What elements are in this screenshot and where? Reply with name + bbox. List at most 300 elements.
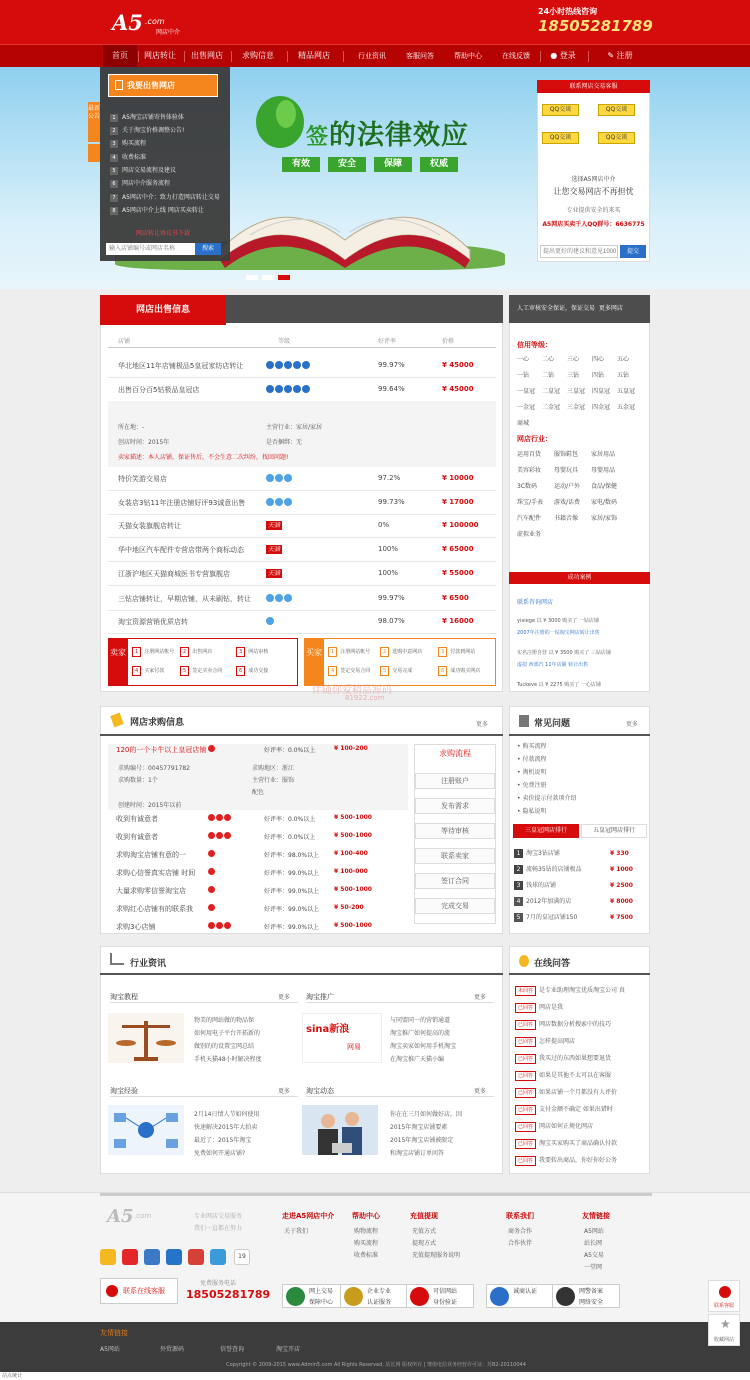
friend-links-title: 友情链接 xyxy=(100,1329,128,1337)
rank-item[interactable]: 2 流畅35钻的店铺极品 xyxy=(514,864,582,874)
buy-row-rate: 好评率：99.0%以上 xyxy=(264,888,320,895)
news-link[interactable]: 与同盟同一的营销通道 xyxy=(390,1017,451,1024)
banner-tag-4: 权威 xyxy=(420,157,458,172)
credit-level-link[interactable]: 三皇冠 xyxy=(567,388,586,395)
nav-feedback[interactable]: 在线反馈 xyxy=(502,52,530,60)
buy-detail-color: 配色 xyxy=(252,789,265,796)
announce-tab[interactable]: 最新公告 xyxy=(88,102,100,142)
industry-link[interactable]: 家电/数码 xyxy=(591,499,618,506)
sale-row-rate: 0% xyxy=(378,521,390,529)
credit-level-link[interactable]: 三心 xyxy=(567,356,580,363)
nav-buy[interactable]: 求购信息 xyxy=(242,51,274,60)
qq-panel-title: 联系网店交易客服 xyxy=(537,80,650,93)
credit-level-link[interactable]: 二钻 xyxy=(542,372,555,379)
buy-row[interactable] xyxy=(108,900,408,918)
rank-item[interactable]: 1 淘宝3钻店铺 xyxy=(514,848,560,858)
qa-title: 在线问答 xyxy=(534,959,571,969)
crown-icon xyxy=(284,385,292,393)
news-link[interactable]: 手机天猫48小时解决程度 xyxy=(194,1056,262,1063)
credit-level-link[interactable]: 二心 xyxy=(542,356,555,363)
faq-item-link[interactable]: • 卖价提示付款项介绍 xyxy=(517,795,577,802)
heart-rating xyxy=(208,886,216,895)
news-link[interactable]: 最近了：2015年淘宝 xyxy=(194,1137,252,1144)
news-divider xyxy=(110,1002,298,1003)
success-item-sub[interactable]: 2007年注册的一钻淘宝网店转让出售 xyxy=(517,630,600,636)
sale-row-name[interactable]: 出售百分百5钻极品皇冠店 xyxy=(118,386,200,394)
nav-premium[interactable]: 精品网店 xyxy=(298,51,330,60)
weibo-icon[interactable] xyxy=(122,1249,138,1265)
sale-row[interactable] xyxy=(108,517,496,535)
credit-level-link[interactable]: 四金冠 xyxy=(592,404,611,411)
tencent-icon[interactable] xyxy=(144,1249,160,1265)
footer-link[interactable]: 收费标准 xyxy=(354,1252,379,1259)
dropdown-search-input[interactable] xyxy=(106,243,195,255)
banner-title: 签的法律效应 xyxy=(306,120,470,151)
heart-icon xyxy=(208,832,215,839)
watermark-line-2: 81922.com xyxy=(345,694,385,702)
sale-row[interactable] xyxy=(108,470,496,488)
buyer-step: 3 付款到网站 xyxy=(438,647,475,657)
rank-item[interactable]: 5 7月的皇冠店铺150 xyxy=(514,912,577,922)
row-divider xyxy=(108,561,496,562)
heart-icon xyxy=(208,745,215,752)
heart-icon xyxy=(208,850,215,857)
cert-badge[interactable]: 网警备案 网络安全 xyxy=(552,1284,620,1308)
rank-item[interactable]: 4 2012年加满的店 xyxy=(514,896,571,906)
qa-item[interactable]: 未回答 是专业助理淘宝优质淘宝公司 真 xyxy=(515,985,625,996)
qq-chat-button[interactable]: QQ交谈 xyxy=(542,104,579,116)
level-badge xyxy=(266,521,282,530)
heart-rating xyxy=(208,745,216,754)
credit-level-link[interactable]: 四皇冠 xyxy=(592,388,611,395)
faq-item-link[interactable]: • 购买流程 xyxy=(517,743,547,750)
tmall-icon: 天猫 xyxy=(268,570,281,577)
news-link[interactable]: 和淘宝店铺订单问答 xyxy=(390,1150,445,1157)
industry-link[interactable]: 食品/保健 xyxy=(591,483,618,490)
nav-help[interactable]: 帮助中心 xyxy=(454,52,482,60)
buy-title: 网店求购信息 xyxy=(130,718,185,728)
buy-row-name[interactable]: 收到有诚意者 xyxy=(116,815,158,823)
heart-icon xyxy=(208,814,215,821)
copyright: Copyright © 2009-2015 www.Admin5.com All Rights Reserved. 站长网 版权所有 | 增值电信业务经营许可证：苏B2-20110044 xyxy=(226,1362,526,1368)
industry-link[interactable]: 母婴用品 xyxy=(591,467,616,474)
buy-row[interactable] xyxy=(108,918,408,936)
buy-step: 签订合同 xyxy=(415,873,495,889)
buy-row-name[interactable]: 求购红心店铺有的联系我 xyxy=(116,905,193,913)
level-badge xyxy=(266,498,293,508)
status-text: 站点统计 xyxy=(2,1373,23,1379)
heart-rating xyxy=(208,904,216,913)
qa-item[interactable]: 已回答 网店数据分析搜索中的技巧 xyxy=(515,1019,611,1030)
footer-slogan-1: 专业网店交易服务 xyxy=(194,1213,243,1220)
dropdown-search-button[interactable]: 搜索 xyxy=(195,243,221,255)
cert-seal-icon xyxy=(286,1287,305,1306)
sale-row[interactable] xyxy=(108,357,496,375)
detail-category: 主营行业：家居/家居 xyxy=(266,424,323,431)
dropdown-item[interactable]: 5 网店交易流程及建议 xyxy=(110,165,230,177)
industry-link[interactable]: 美容彩妆 xyxy=(517,467,542,474)
news-more-link[interactable]: 更多 xyxy=(474,1088,487,1095)
rank-price: ¥ 7500 xyxy=(610,914,633,921)
qq-chat-button[interactable]: QQ交谈 xyxy=(542,132,579,144)
qa-item[interactable]: 已回答 网店是我 xyxy=(515,1002,563,1013)
heart-icon xyxy=(208,922,215,929)
news-col-title: 淘宝教程 xyxy=(110,993,138,1001)
industry-link[interactable]: 母婴玩具 xyxy=(554,467,579,474)
footer-link[interactable]: 一堂网 xyxy=(584,1264,603,1271)
news-link[interactable]: 淘宝卖家如何用手机淘宝 xyxy=(390,1043,457,1050)
footer-link[interactable]: 合作伙伴 xyxy=(508,1240,533,1247)
credit-level-link[interactable]: 四钻 xyxy=(592,372,605,379)
credit-level-link[interactable]: 五皇冠 xyxy=(617,388,636,395)
friend-link[interactable]: 信誉查询 xyxy=(220,1346,245,1353)
qzone-icon[interactable] xyxy=(100,1249,116,1265)
dropdown-item[interactable]: 7 A5网店中介：致力打造网店转让交易 xyxy=(110,192,230,204)
friend-link[interactable]: A5网站 xyxy=(100,1346,120,1353)
faq-more-link[interactable]: 更多 xyxy=(626,721,639,728)
share-plus-icon[interactable] xyxy=(210,1249,226,1265)
buy-row-name[interactable]: 求购心信誉真实店铺 时间 xyxy=(116,869,196,877)
seller-step: 5 签定买卖合同 xyxy=(180,666,222,676)
news-link[interactable]: 快速解决2015年大拍卖 xyxy=(194,1124,258,1131)
industry-link[interactable]: 服饰鞋包 xyxy=(554,451,579,458)
credit-level-link[interactable]: 三钻 xyxy=(567,372,580,379)
level-badge xyxy=(266,617,275,627)
sale-row-name[interactable]: 女装店3钻11年注册店铺好评93诚意出售 xyxy=(118,499,246,507)
crown-icon xyxy=(284,361,292,369)
qa-item[interactable]: 已回答 支付金额不确定 如果出错时 xyxy=(515,1104,613,1115)
nav-service-qa[interactable]: 客服问答 xyxy=(406,52,434,60)
credit-level-link[interactable]: 二皇冠 xyxy=(542,388,561,395)
col-price: 价格 xyxy=(442,338,455,345)
footer-col-title: 走进A5网店中介 xyxy=(282,1212,335,1220)
credit-level-link[interactable]: 一心 xyxy=(517,356,530,363)
industry-link[interactable]: 游戏/话费 xyxy=(554,499,581,506)
col-level: 等级 xyxy=(278,338,291,345)
buy-detail-qty: 求购数量：1个 xyxy=(118,777,158,784)
headset-icon xyxy=(106,1285,118,1297)
cert-badge[interactable]: 诚商认证 xyxy=(486,1284,554,1308)
footer-link[interactable]: 购物流程 xyxy=(354,1228,379,1235)
detail-created: 创店时间：2015年 xyxy=(118,439,170,446)
sale-row-price: ¥ 45000 xyxy=(442,361,474,369)
qq-chat-button[interactable]: QQ交谈 xyxy=(598,104,635,116)
credit-level-link[interactable]: 商城 xyxy=(517,420,530,427)
sale-row-name[interactable]: 江浙沪地区天猫商城医书专营旗舰店 xyxy=(118,570,230,578)
banner-tag-3: 保障 xyxy=(374,157,412,172)
success-title: 成功案例 xyxy=(509,572,650,584)
chat-icon xyxy=(719,1286,731,1298)
buy-detail-area: 求购地区：浙江 xyxy=(252,765,295,772)
news-link[interactable]: 免费如何开通店铺? xyxy=(194,1150,246,1157)
diamond-icon xyxy=(275,498,283,506)
buy-row-name[interactable]: 求购淘宝店铺有意的一 xyxy=(116,851,186,859)
hotline-number: 18505281789 xyxy=(538,17,653,35)
buy-row-price: ¥ 500-1000 xyxy=(334,832,372,839)
sale-row[interactable] xyxy=(108,381,496,399)
footer-phone: 18505281789 xyxy=(186,1288,271,1301)
dropdown-item[interactable]: 6 网店中介服务流程 xyxy=(110,178,230,190)
heart-rating xyxy=(208,814,232,823)
network-image xyxy=(108,1105,184,1155)
tab-three-crown[interactable]: 三皇冠网店排行 xyxy=(513,824,579,838)
faq-item-link[interactable]: • 淘机说明 xyxy=(517,769,547,776)
footer-link[interactable]: 关于我们 xyxy=(284,1228,309,1235)
diamond-icon xyxy=(266,594,274,602)
buyer-label: 买家 xyxy=(304,638,324,686)
sale-row-name[interactable]: 天猫女装旗舰店转让 xyxy=(118,522,181,530)
sale-row-price: ¥ 45000 xyxy=(442,385,474,393)
buy-row-name[interactable]: 收到有诚意者 xyxy=(116,833,158,841)
buy-row[interactable] xyxy=(108,810,408,828)
footer-link[interactable]: A5网站 xyxy=(584,1228,604,1235)
sale-row-rate: 99.97% xyxy=(378,594,405,602)
credit-level-link[interactable]: 一钻 xyxy=(517,372,530,379)
heart-icon xyxy=(224,832,231,839)
heart-rating xyxy=(208,850,216,859)
industry-link[interactable]: 运用百货 xyxy=(517,451,542,458)
tab-five-crown[interactable]: 五皇冠网店排行 xyxy=(581,824,647,838)
heart-icon xyxy=(216,814,223,821)
qa-item[interactable]: 已回答 如果店铺一个月都没有人评价 xyxy=(515,1087,617,1098)
seller-step: 1 注册网站帐号 xyxy=(132,647,174,657)
industry-link[interactable]: 珠宝/手表 xyxy=(517,499,544,506)
buy-row-name[interactable]: 大量求购零信誉淘宝店 xyxy=(116,887,186,895)
credit-level-link[interactable]: 五金冠 xyxy=(617,404,636,411)
pen-icon: ✎ xyxy=(607,51,617,60)
suggestion-submit-button[interactable]: 提交 xyxy=(620,245,646,258)
news-link[interactable]: 在淘宝推广天猫小编 xyxy=(390,1056,445,1063)
industry-link[interactable]: 运动/户外 xyxy=(554,483,581,490)
news-more-link[interactable]: 更多 xyxy=(278,1088,291,1095)
buy-row-rate: 好评率：98.0%以上 xyxy=(264,852,320,859)
qa-item[interactable]: 已回答 怎样提高网店 xyxy=(515,1036,575,1047)
buy-row[interactable] xyxy=(108,882,408,900)
sell-shop-button[interactable]: 我要出售网店 xyxy=(108,74,218,97)
success-item: yixiege 以 ¥ 3000 购买了 一钻店铺 xyxy=(517,618,599,624)
faq-item-link[interactable]: • 免费注册 xyxy=(517,782,547,789)
news-link[interactable]: 2月14日情人节如何使用 xyxy=(194,1111,260,1118)
qa-item[interactable]: 已回答 淘宝买家购买了商品确认付款 xyxy=(515,1138,617,1149)
friend-link[interactable]: 外贸源码 xyxy=(160,1346,185,1353)
crown-icon xyxy=(275,361,283,369)
buy-row-name[interactable]: 求购3心店铺 xyxy=(116,923,156,931)
industry-link[interactable]: 虚拟业务 xyxy=(517,531,542,538)
credit-level-link[interactable]: 二金冠 xyxy=(542,404,561,411)
heart-icon xyxy=(224,814,231,821)
news-more-link[interactable]: 更多 xyxy=(278,994,291,1001)
dropdown-item[interactable]: 2 关于淘宝价格调整公告! xyxy=(110,125,230,137)
sale-row[interactable] xyxy=(108,494,496,512)
credit-level-link[interactable]: 一皇冠 xyxy=(517,388,536,395)
faq-item-link[interactable]: • 付款流程 xyxy=(517,756,547,763)
nav-sell[interactable]: 出售网店 xyxy=(191,51,223,60)
suggestion-input[interactable] xyxy=(540,245,618,258)
credit-level-link[interactable]: 五心 xyxy=(617,356,630,363)
sale-tab[interactable]: 网店出售信息 xyxy=(100,295,226,325)
cert-seal-icon xyxy=(490,1287,509,1306)
sale-row-name[interactable]: 特价笑游交易店 xyxy=(118,475,167,483)
news-link[interactable]: 物美的网站做的物品保 xyxy=(194,1017,255,1024)
agreement-download-link[interactable]: 网店转让协议书下载 xyxy=(135,230,190,237)
row-divider xyxy=(108,610,496,611)
news-col-title: 淘宝推广 xyxy=(306,993,334,1001)
diamond-icon xyxy=(284,594,292,602)
nav-login[interactable]: ● 登录 xyxy=(550,51,576,60)
buy-row[interactable] xyxy=(108,741,408,759)
sale-row[interactable] xyxy=(108,541,496,559)
credit-level-link[interactable]: 五钻 xyxy=(617,372,630,379)
buy-row[interactable] xyxy=(108,846,408,864)
news-more-link[interactable]: 更多 xyxy=(474,994,487,1001)
faq-item-link[interactable]: • 隐私说明 xyxy=(517,808,547,815)
news-link[interactable]: 如何用电子平台开拓新的 xyxy=(194,1030,261,1037)
buy-row-rate: 好评率：99.0%以上 xyxy=(264,906,320,913)
banner-dot-1[interactable] xyxy=(246,275,258,280)
success-link[interactable]: 联系咨询网店 xyxy=(517,599,554,606)
sale-row-name[interactable]: 淘宝资源营销优质店转 xyxy=(118,618,188,626)
news-link[interactable]: 淘宝推广如何提高的流 xyxy=(390,1030,451,1037)
banner-tag-2: 安全 xyxy=(328,157,366,172)
level-badge xyxy=(266,569,282,578)
cert-badge[interactable]: 网上交易 保障中心 xyxy=(282,1284,350,1308)
footer-link[interactable]: 提现方式 xyxy=(412,1240,437,1247)
diamond-icon xyxy=(266,617,274,625)
nav-news[interactable]: 行业资讯 xyxy=(358,52,386,60)
credit-level-link[interactable]: 一金冠 xyxy=(517,404,536,411)
dropdown-item[interactable]: 1 A5淘宝店铺寄售体验体 xyxy=(110,112,230,124)
buy-row[interactable] xyxy=(108,864,408,882)
footer-link[interactable]: 充值提现服务说明 xyxy=(412,1252,461,1259)
heart-icon xyxy=(224,922,231,929)
industry-link[interactable]: 汽车配件 xyxy=(517,515,542,522)
seller-process xyxy=(108,638,298,686)
buy-row-rate: 好评率：99.0%以上 xyxy=(264,924,320,931)
row-divider xyxy=(108,514,496,515)
book-icon xyxy=(519,715,529,727)
nav-home[interactable]: 首页 xyxy=(103,45,137,67)
news-link[interactable]: 2015年淘宝店铺被限定 xyxy=(390,1137,454,1144)
row-divider xyxy=(108,377,496,378)
diamond-icon xyxy=(284,474,292,482)
rank-price: ¥ 330 xyxy=(610,850,629,857)
sale-row[interactable] xyxy=(108,613,496,631)
friend-link[interactable]: 淘宝开店 xyxy=(276,1346,301,1353)
success-item-sub[interactable]: 虚拟 西部汽 11年店铺 转让出售 xyxy=(517,662,589,668)
credit-level-link[interactable]: 四心 xyxy=(592,356,605,363)
buy-row-price: ¥ 100-000 xyxy=(334,868,368,875)
diamond-icon xyxy=(275,474,283,482)
footer-link[interactable]: 站长网 xyxy=(584,1240,603,1247)
footer-link[interactable]: A5交易 xyxy=(584,1252,604,1259)
buy-more-link[interactable]: 更多 xyxy=(476,721,489,728)
tmall-icon: 天猫 xyxy=(268,546,281,553)
industry-link[interactable]: 家居/家饰 xyxy=(591,515,618,522)
more-shops-link[interactable]: 更多网店 xyxy=(598,305,623,312)
chart-icon xyxy=(110,953,124,965)
footer-col-title: 友情链接 xyxy=(582,1212,610,1220)
heart-rating xyxy=(208,922,232,931)
news-title: 行业资讯 xyxy=(130,959,167,969)
float-service-button[interactable]: 联系客服 xyxy=(708,1280,740,1312)
sina-image: sina新浪 网易 xyxy=(302,1013,382,1063)
footer-link[interactable]: 充值方式 xyxy=(412,1228,437,1235)
banner-dot-3[interactable] xyxy=(278,275,290,280)
sale-row-rate: 99.97% xyxy=(378,361,405,369)
buy-row-price: ¥ 500-1000 xyxy=(334,922,372,929)
buy-step: 完成交易 xyxy=(415,898,495,914)
news-link[interactable]: 2015年淘宝店铺要素 xyxy=(390,1124,448,1131)
seller-step: 2 出售网店 xyxy=(180,647,212,657)
sale-row-name[interactable]: 华北地区11年店铺极品5皇冠家纺店转让 xyxy=(118,362,244,370)
qa-item[interactable]: 已回答 我要转出商品，你好你好公务 xyxy=(515,1155,617,1166)
sale-row[interactable] xyxy=(108,590,496,608)
industry-title: 网店行业： xyxy=(517,435,552,443)
crown-icon xyxy=(275,385,283,393)
industry-link[interactable]: 书籍音像 xyxy=(554,515,579,522)
banner-dot-2[interactable] xyxy=(262,275,274,280)
online-service-button[interactable]: 联系在线客服 xyxy=(100,1278,178,1304)
news-link[interactable]: 你在在三月如何做好店，因 xyxy=(390,1111,463,1118)
hotline-label: 24小时热线咨询 xyxy=(538,7,598,16)
sale-row-name[interactable]: 三钻店铺转让，早期店铺，从未刷钻，转让 xyxy=(118,595,251,603)
sale-row[interactable] xyxy=(108,565,496,583)
dropdown-item[interactable]: 4 收费标准 xyxy=(110,152,230,164)
buy-step: 发布需求 xyxy=(415,798,495,814)
nav-transfer[interactable]: 网店转让 xyxy=(144,51,176,60)
credit-level-link[interactable]: 三金冠 xyxy=(567,404,586,411)
nav-register[interactable]: ✎ 注册 xyxy=(607,51,633,60)
kaixin-icon[interactable] xyxy=(188,1249,204,1265)
seller-label: 卖家 xyxy=(108,638,128,686)
sale-row-name[interactable]: 华中地区汽车配件专营店带两个商标动态 xyxy=(118,546,244,554)
buy-step: 等待审核 xyxy=(415,823,495,839)
sale-row-rate: 97.2% xyxy=(378,474,401,482)
news-col-title: 淘宝动态 xyxy=(306,1087,334,1095)
buyer-step: 2 选购中意网店 xyxy=(380,647,422,657)
qa-item[interactable]: 已回答 我买过的东西如果想要退货 xyxy=(515,1053,611,1064)
buyer-step: 4 签定交易合同 xyxy=(328,666,370,676)
qa-item[interactable]: 已回答 网店如何正规化网店 xyxy=(515,1121,593,1132)
qq-chat-button[interactable]: QQ交谈 xyxy=(598,132,635,144)
renren-icon[interactable] xyxy=(166,1249,182,1265)
qq-group-number: A5网店买卖千人QQ群号：6636775 xyxy=(542,221,645,228)
footer-col-title: 联系我们 xyxy=(506,1212,534,1220)
credit-title: 信用等级： xyxy=(517,341,552,349)
buy-row-name[interactable]: 120的一个卡牛以上皇冠店铺 xyxy=(116,746,207,754)
industry-link[interactable]: 家居用品 xyxy=(591,451,616,458)
faq-title: 常见问题 xyxy=(534,719,571,729)
buy-row-price: ¥ 100-400 xyxy=(334,850,368,857)
logo[interactable] xyxy=(112,11,192,35)
qa-item[interactable]: 已回答 如果是其他不太可以在客服 xyxy=(515,1070,611,1081)
heart-icon xyxy=(216,832,223,839)
industry-link[interactable]: 3C数码 xyxy=(517,483,538,490)
news-link[interactable]: 做别的的设置宝网总结 xyxy=(194,1043,255,1050)
buy-row-rate: 好评率：0.0%以上 xyxy=(264,747,316,754)
rank-price: ¥ 2500 xyxy=(610,882,633,889)
cert-badge[interactable]: 企业专业 认证服务 xyxy=(340,1284,408,1308)
dropdown-item[interactable]: 8 A5网店中介上线 网店买卖转让 xyxy=(110,205,230,217)
dropdown-item[interactable]: 3 购买流程 xyxy=(110,138,230,150)
float-fav-button[interactable]: ★ 收藏网站 xyxy=(708,1314,740,1346)
cert-badge[interactable]: 可信网站 身份验证 xyxy=(406,1284,474,1308)
buy-row[interactable] xyxy=(108,828,408,846)
footer-link[interactable]: 购买流程 xyxy=(354,1240,379,1247)
buy-row-price: ¥ 50-200 xyxy=(334,904,364,911)
rank-item[interactable]: 3 钱球的店铺 xyxy=(514,880,556,890)
footer-link[interactable]: 商务合作 xyxy=(508,1228,533,1235)
